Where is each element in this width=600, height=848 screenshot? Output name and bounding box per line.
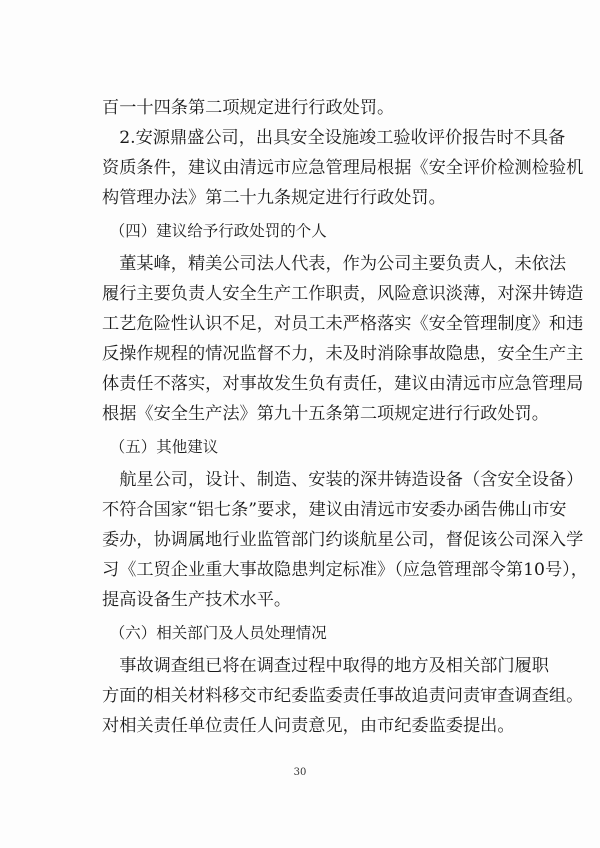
text-line: 资质条件，建议由清远市应急管理局根据《安全评价检测检验机: [102, 158, 584, 178]
text-line: 不符合国家“铝七条”要求，建议由清远市安委办函告佛山市安: [102, 500, 567, 520]
section-heading: （四）建议给予行政处罚的个人: [102, 222, 327, 240]
text-line: 百一十四条第二项规定进行行政处罚。: [102, 98, 395, 118]
text-line: 提高设备生产技术水平。: [102, 590, 292, 610]
text-line: 根据《安全生产法》第九十五条第二项规定进行行政处罚。: [102, 404, 549, 424]
text-line: 方面的相关材料移交市纪委监委责任事故追责问责审查调查组。: [102, 686, 584, 706]
text-line: 2.安源鼎盛公司，出具安全设施竣工验收评价报告时不具备: [102, 128, 566, 148]
text-line: 工艺危险性认识不足，对员工未严格落实《安全管理制度》和违: [102, 314, 584, 334]
text-line: 委办，协调属地行业监管部门约谈航星公司，督促该公司深入学: [102, 530, 584, 550]
section-heading: （六）相关部门及人员处理情况: [102, 624, 327, 642]
text-line: 董某峰，精美公司法人代表，作为公司主要负责人，未依法: [102, 254, 567, 274]
text-line: 习《工贸企业重大事故隐患判定标准》（应急管理部令第10号），: [102, 560, 588, 580]
text-line: 对相关责任单位责任人问责意见，由市纪委监委提出。: [102, 716, 515, 736]
text-line: 反操作规程的情况监督不力，未及时消除事故隐患，安全生产主: [102, 344, 584, 364]
text-line: 履行主要负责人安全生产工作职责，风险意识淡薄，对深井铸造: [102, 284, 584, 304]
text-line: 体责任不落实，对事故发生负有责任，建议由清远市应急管理局: [102, 374, 584, 394]
text-line: 构管理办法》第二十九条规定进行行政处罚。: [102, 188, 446, 208]
section-heading: （五）其他建议: [102, 438, 219, 456]
text-line: 事故调查组已将在调查过程中取得的地方及相关部门履职: [102, 656, 549, 676]
page-number: 30: [293, 767, 307, 778]
text-line: 航星公司，设计、制造、安装的深井铸造设备（含安全设备）: [102, 470, 584, 490]
